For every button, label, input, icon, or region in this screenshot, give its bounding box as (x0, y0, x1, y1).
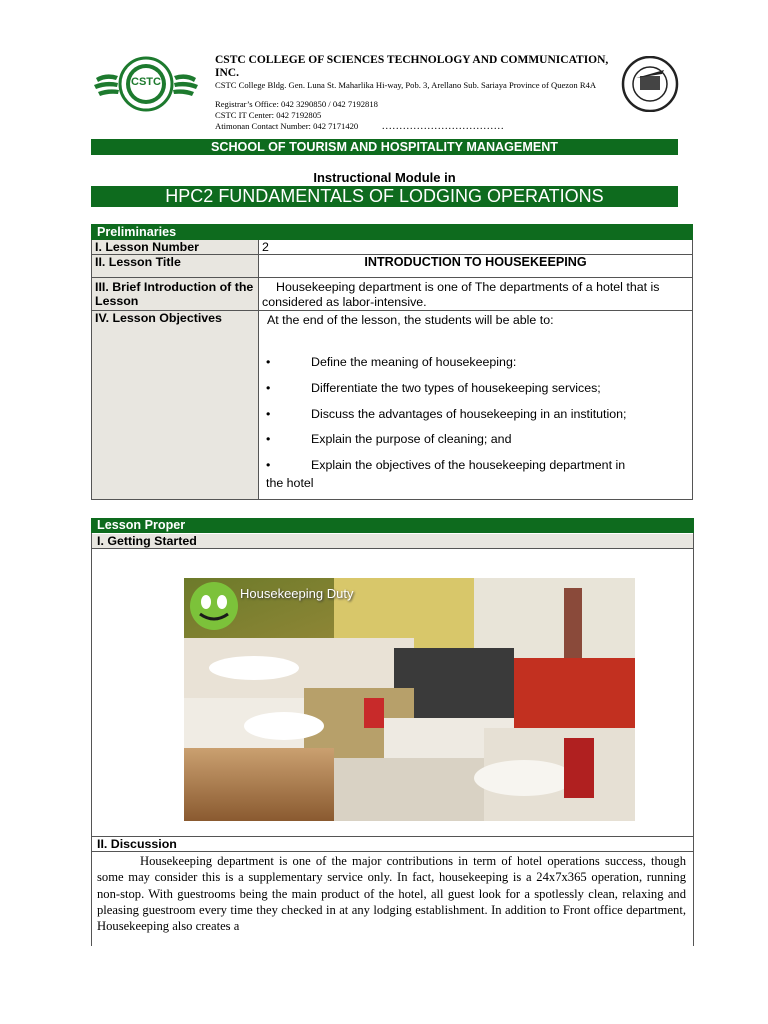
objective-item: Differentiate the two types of housekeeping services; (311, 381, 601, 395)
atimonan-contact: Atimonan Contact Number: 042 7171420 (215, 121, 359, 131)
lesson-proper-heading-band (91, 518, 694, 533)
preliminaries-heading: Preliminaries (97, 225, 177, 239)
lesson-number-value: 2 (259, 240, 693, 255)
institution-address: CSTC College Bldg. Gen. Luna St. Maharlika Hi-way, Pob. 3, Arellano Sub. Sariaya Province of Quezon R4A (215, 80, 597, 90)
lesson-title-value: INTRODUCTION TO HOUSEKEEPING (259, 255, 693, 278)
school-band-text: SCHOOL OF TOURISM AND HOSPITALITY MANAGEMENT (210, 140, 559, 154)
objective-bullet: • (266, 432, 271, 446)
objective-item: Explain the objectives of the housekeeping department in (311, 458, 626, 472)
preliminaries-table (91, 224, 693, 500)
lesson-number-label: I. Lesson Number (92, 240, 259, 255)
discussion-label (92, 837, 693, 852)
course-title-band (91, 186, 678, 207)
objective-item-continuation: the hotel (266, 476, 314, 490)
it-center-phone: CSTC IT Center: 042 7192805 (215, 110, 322, 120)
brief-intro-text: Housekeeping department is one of The departments of a hotel that is considered as labor-intensive. (259, 278, 693, 311)
school-band (91, 139, 678, 155)
housekeeping-collage-image (184, 578, 635, 821)
getting-started-label (92, 534, 693, 549)
tourism-seal-logo (618, 56, 682, 112)
registrar-phone: Registrar’s Office: 042 3290850 / 042 7192818 (215, 99, 378, 109)
objective-bullet: • (266, 381, 271, 395)
module-label: Instructional Module in (313, 170, 456, 185)
discussion-label-text: II. Discussion (97, 837, 177, 851)
collage-caption: Housekeeping Duty (240, 586, 354, 601)
brief-intro-label: III. Brief Introduction of the Lesson (92, 278, 259, 311)
discussion-text: Housekeeping department is one of the major contributions in term of hotel operations success, though some may consider this is a supplementary service only. In fact, housekeeping is a 24x7x365 operation, running non-stop. With guestrooms being the main product of the hotel, all guest look for a spotlessly clean, relaxing and pleasing guestroom every time they checked in at any lodging establishment. In addition to Front office department, Housekeeping also creates a (97, 854, 686, 934)
objectives-intro: At the end of the lesson, the students will be able to: (267, 313, 554, 327)
objective-bullet: • (266, 407, 271, 421)
objectives-label: IV. Lesson Objectives (92, 311, 259, 500)
objective-item: Discuss the advantages of housekeeping in an institution; (311, 407, 627, 421)
college-logo-text: CSTC (131, 76, 161, 88)
header-dotted-line: ................................... (382, 121, 505, 132)
objective-item: Explain the purpose of cleaning; and (311, 432, 512, 446)
objective-bullet: • (266, 355, 271, 369)
objective-bullet: • (266, 458, 271, 472)
getting-started-text: I. Getting Started (97, 534, 197, 548)
college-logo (92, 56, 200, 112)
institution-name: CSTC COLLEGE OF SCIENCES TECHNOLOGY AND COMMUNICATION, INC. (215, 54, 609, 79)
objective-item: Define the meaning of housekeeping: (311, 355, 517, 369)
course-title: HPC2 FUNDAMENTALS OF LODGING OPERATIONS (165, 186, 604, 206)
lesson-proper-heading: Lesson Proper (97, 518, 186, 532)
lesson-title-label: II. Lesson Title (92, 255, 259, 278)
objectives-cell (259, 311, 693, 500)
